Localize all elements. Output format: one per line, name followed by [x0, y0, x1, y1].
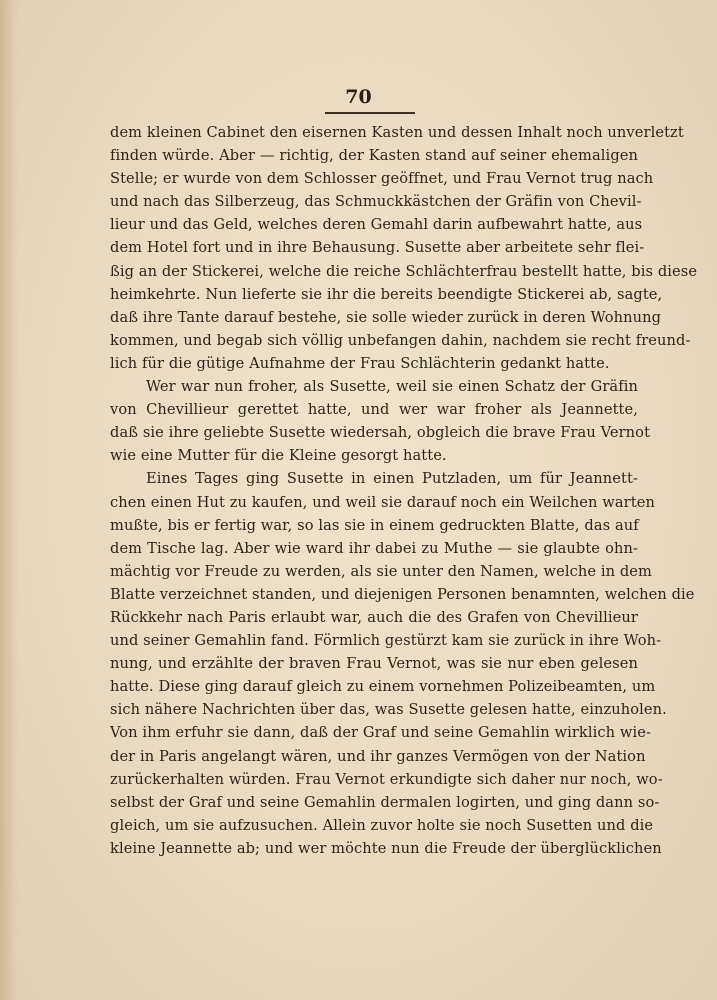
- text-line: von Chevillieur gerettet hatte, und wer war froher als Jeannette,: [110, 401, 638, 419]
- text-line: mächtig vor Freude zu werden, als sie unter den Namen, welche in dem: [110, 562, 652, 580]
- text-line: kleine Jeannette ab; und wer möchte nun die Freude der überglücklichen: [110, 839, 662, 857]
- text-line: Von ihm erfuhr sie dann, daß der Graf und seine Gemahlin wirklich wie-: [110, 724, 652, 742]
- text-line: nung, und erzählte der braven Frau Vernot, was sie nur eben gelesen: [110, 655, 638, 673]
- header-rule: [325, 112, 415, 114]
- text-line: Wer war nun froher, als Susette, weil sie einen Schatz der Gräfin: [146, 378, 638, 396]
- text-line: dem Tische lag. Aber wie ward ihr dabei zu Muthe — sie glaubte ohn-: [110, 539, 638, 557]
- text-line: heimkehrte. Nun lieferte sie ihr die bereits beendigte Stickerei ab, sagte,: [110, 285, 663, 303]
- text-line: lieur und das Geld, welches deren Gemahl darin aufbewahrt hatte, aus: [110, 216, 643, 234]
- text-line: Eines Tages ging Susette in einen Putzladen, um für Jeannett-: [146, 470, 638, 488]
- page-edge-shadow: [0, 0, 18, 1000]
- text-line: Stelle; er wurde von dem Schlosser geöffnet, und Frau Vernot trug nach: [110, 170, 654, 188]
- text-line: und nach das Silberzeug, das Schmuckkästchen der Gräfin von Chevil-: [110, 193, 642, 211]
- body-text: [110, 121, 698, 860]
- text-line: und seiner Gemahlin fand. Förmlich gestürzt kam sie zurück in ihre Woh-: [110, 632, 662, 650]
- text-line: sich nähere Nachrichten über das, was Susette gelesen hatte, einzuholen.: [110, 701, 667, 719]
- text-line: dem Hotel fort und in ihre Behausung. Susette aber arbeitete sehr flei-: [110, 239, 645, 257]
- text-line: chen einen Hut zu kaufen, und weil sie darauf noch ein Weilchen warten: [110, 493, 655, 511]
- text-line: dem kleinen Cabinet den eisernen Kasten und dessen Inhalt noch unverletzt: [110, 124, 684, 141]
- text-line: daß sie ihre geliebte Susette wiedersah, obgleich die brave Frau Vernot: [110, 424, 651, 442]
- text-line: ßig an der Stickerei, welche die reiche Schlächterfrau bestellt hatte, bis diese: [110, 262, 698, 280]
- page-number: 70: [345, 86, 372, 108]
- text-line: lich für die gütige Aufnahme der Frau Schlächterin gedankt hatte.: [110, 354, 610, 372]
- text-line: Rückkehr nach Paris erlaubt war, auch die des Grafen von Chevillieur: [110, 608, 638, 626]
- text-line: gleich, um sie aufzusuchen. Allein zuvor holte sie noch Susetten und die: [110, 816, 654, 834]
- text-line: Blatte verzeichnet standen, und diejenigen Personen benamnten, welchen die: [110, 585, 695, 603]
- text-line: kommen, und begab sich völlig unbefangen dahin, nachdem sie recht freund-: [110, 331, 691, 349]
- text-line: mußte, bis er fertig war, so las sie in einem gedruckten Blatte, das auf: [110, 516, 639, 534]
- text-line: der in Paris angelangt wären, und ihr ganzes Vermögen von der Nation: [110, 747, 646, 765]
- text-line: hatte. Diese ging darauf gleich zu einem vornehmen Polizeibeamten, um: [110, 678, 656, 696]
- text-line: daß ihre Tante darauf bestehe, sie solle wieder zurück in deren Wohnung: [110, 308, 662, 326]
- text-line: zurückerhalten würden. Frau Vernot erkundigte sich daher nur noch, wo-: [110, 770, 663, 788]
- text-line: selbst der Graf und seine Gemahlin dermalen logirten, und ging dann so-: [110, 793, 660, 811]
- text-line: wie eine Mutter für die Kleine gesorgt hatte.: [110, 447, 447, 465]
- text-line: finden würde. Aber — richtig, der Kasten stand auf seiner ehemaligen: [110, 147, 638, 165]
